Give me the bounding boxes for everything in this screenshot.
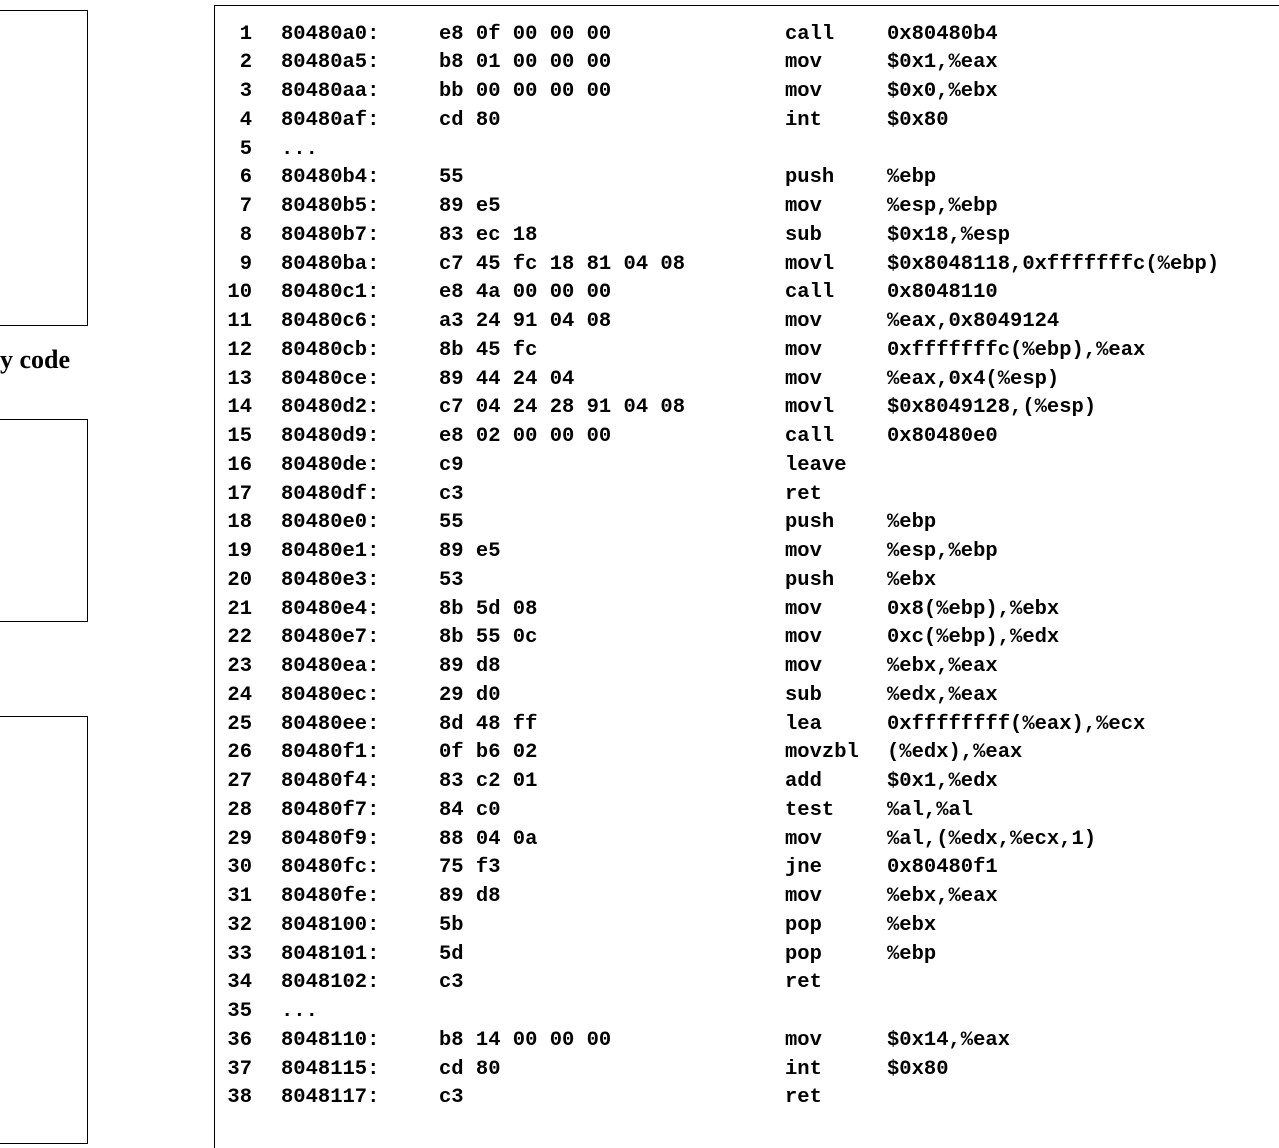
operands: 0x80480f1 — [887, 856, 998, 880]
line-number: 34 — [227, 971, 252, 995]
operands: $0x80 — [887, 1057, 949, 1081]
mnemonic: mov — [785, 626, 822, 650]
mnemonic: lea — [785, 712, 822, 736]
listing-row — [215, 250, 1279, 279]
line-number: 9 — [239, 252, 252, 276]
machine-bytes: 89 44 24 04 — [439, 367, 575, 391]
machine-bytes: 29 d0 — [439, 683, 501, 707]
left-panel-box-bottom — [0, 716, 88, 1144]
line-number: 28 — [227, 798, 252, 822]
line-number: 33 — [227, 942, 252, 966]
address: 80480fe: — [281, 885, 380, 908]
machine-bytes: bb 00 00 00 00 — [439, 80, 612, 103]
listing-row — [215, 77, 1279, 106]
operands: %esp,%ebp — [887, 195, 998, 218]
mnemonic: ret — [785, 482, 822, 506]
machine-bytes: 89 d8 — [439, 885, 501, 908]
mnemonic: movl — [785, 396, 835, 420]
listing-row — [215, 192, 1279, 221]
machine-bytes: a3 24 91 04 08 — [439, 310, 612, 333]
line-number: 14 — [227, 396, 252, 420]
operands: %al,(%edx,%ecx,1) — [887, 827, 1097, 851]
operands: %ebp — [887, 511, 937, 535]
address: 8048102: — [281, 971, 380, 995]
operands: $0x1,%edx — [887, 770, 998, 793]
listing-row — [215, 738, 1279, 767]
mnemonic: pop — [785, 913, 822, 937]
operands: 0x80480e0 — [887, 425, 998, 448]
machine-bytes: cd 80 — [439, 1057, 501, 1081]
operands: $0x14,%eax — [887, 1028, 1011, 1052]
operands: %edx,%eax — [887, 683, 998, 707]
line-number: 26 — [227, 741, 252, 765]
operands: $0x18,%esp — [887, 223, 1011, 247]
mnemonic: call — [785, 22, 835, 46]
machine-bytes: 75 f3 — [439, 856, 501, 880]
line-number: 37 — [227, 1057, 252, 1081]
listing-row — [215, 537, 1279, 566]
listing-row — [215, 767, 1279, 796]
listing-row — [215, 221, 1279, 250]
listing-row — [215, 508, 1279, 537]
mnemonic: mov — [785, 827, 822, 851]
listing-row — [215, 451, 1279, 480]
machine-bytes: 89 d8 — [439, 655, 501, 678]
machine-bytes: 84 c0 — [439, 798, 501, 822]
address: 80480ce: — [281, 367, 380, 391]
listing-row — [215, 796, 1279, 825]
address: 80480cb: — [281, 338, 380, 362]
listing-row — [215, 911, 1279, 940]
machine-bytes: 5d — [439, 942, 464, 966]
mnemonic: sub — [785, 683, 822, 707]
line-number: 7 — [239, 195, 252, 218]
address: 80480df: — [281, 482, 380, 506]
address: 80480e7: — [281, 626, 380, 650]
address: 80480d9: — [281, 425, 380, 448]
machine-bytes: cd 80 — [439, 108, 501, 132]
side-caption: y code — [0, 345, 71, 374]
line-number: 3 — [239, 80, 252, 103]
machine-bytes: 53 — [439, 568, 464, 592]
address: 80480e4: — [281, 597, 380, 621]
line-number: 38 — [227, 1086, 252, 1110]
address: 80480ec: — [281, 683, 380, 707]
line-number: 5 — [239, 137, 252, 161]
operands: 0x8(%ebp),%ebx — [887, 597, 1060, 621]
address: 80480af: — [281, 108, 380, 132]
operands: $0x1,%eax — [887, 51, 998, 75]
operands: $0x0,%ebx — [887, 80, 998, 103]
listing-row — [215, 480, 1279, 509]
mnemonic: jne — [785, 856, 822, 880]
listing-row — [215, 968, 1279, 997]
left-panel-box-top — [0, 10, 88, 326]
operands: %ebx,%eax — [887, 655, 998, 678]
listing-row — [215, 882, 1279, 911]
line-number: 4 — [239, 108, 252, 132]
address: 8048117: — [281, 1086, 380, 1110]
mnemonic: sub — [785, 223, 822, 247]
address: 80480f7: — [281, 798, 380, 822]
operands: 0xffffffff(%eax),%ecx — [887, 712, 1146, 736]
address: 80480f4: — [281, 770, 380, 793]
machine-bytes: 0f b6 02 — [439, 741, 538, 765]
line-number: 24 — [227, 683, 252, 707]
operands: %eax,0x4(%esp) — [887, 367, 1060, 391]
listing-row — [215, 20, 1279, 49]
line-number: 13 — [227, 367, 252, 391]
mnemonic: call — [785, 281, 835, 305]
mnemonic: mov — [785, 80, 822, 103]
machine-bytes: 8d 48 ff — [439, 712, 538, 736]
line-number: 10 — [227, 281, 252, 305]
mnemonic: mov — [785, 885, 822, 908]
address: 80480ea: — [281, 655, 380, 678]
machine-bytes: c7 45 fc 18 81 04 08 — [439, 252, 686, 276]
machine-bytes: 8b 55 0c — [439, 626, 538, 650]
line-number: 11 — [227, 310, 252, 333]
listing-row — [215, 422, 1279, 451]
line-number: 29 — [227, 827, 252, 851]
line-number: 16 — [227, 453, 252, 477]
mnemonic: ret — [785, 971, 822, 995]
line-number: 15 — [227, 425, 252, 448]
address: 80480ba: — [281, 252, 380, 276]
address: 80480de: — [281, 453, 380, 477]
mnemonic: mov — [785, 655, 822, 678]
address: 80480a0: — [281, 22, 380, 46]
line-number: 19 — [227, 540, 252, 563]
machine-bytes: c7 04 24 28 91 04 08 — [439, 396, 686, 420]
listing-row — [215, 1083, 1279, 1112]
operands: 0xc(%ebp),%edx — [887, 626, 1060, 650]
machine-bytes: 8b 45 fc — [439, 338, 538, 362]
mnemonic: int — [785, 1057, 822, 1081]
mnemonic: ret — [785, 1086, 822, 1110]
listing-row — [215, 997, 1279, 1026]
listing-row — [215, 710, 1279, 739]
line-number: 22 — [227, 626, 252, 650]
mnemonic: leave — [785, 453, 847, 477]
listing-row — [215, 278, 1279, 307]
machine-bytes: e8 4a 00 00 00 — [439, 281, 612, 305]
listing-row — [215, 336, 1279, 365]
operands: 0x8048110 — [887, 281, 998, 305]
machine-bytes: b8 14 00 00 00 — [439, 1028, 612, 1052]
line-number: 20 — [227, 568, 252, 592]
mnemonic: mov — [785, 1028, 822, 1052]
mnemonic: push — [785, 511, 835, 535]
line-number: 21 — [227, 597, 252, 621]
machine-bytes: 89 e5 — [439, 540, 501, 563]
listing-row — [215, 595, 1279, 624]
machine-bytes: e8 0f 00 00 00 — [439, 22, 612, 46]
listing-row — [215, 940, 1279, 969]
mnemonic: add — [785, 770, 822, 793]
operands: %ebx — [887, 568, 937, 592]
address: ... — [281, 1000, 318, 1023]
line-number: 18 — [227, 511, 252, 535]
listing-row — [215, 163, 1279, 192]
mnemonic: mov — [785, 540, 822, 563]
operands: %ebp — [887, 166, 937, 190]
line-number: 25 — [227, 712, 252, 736]
mnemonic: movzbl — [785, 741, 859, 765]
address: 80480b5: — [281, 195, 380, 218]
mnemonic: movl — [785, 252, 835, 276]
listing-row — [215, 307, 1279, 336]
machine-bytes: c3 — [439, 1086, 464, 1110]
mnemonic: pop — [785, 942, 822, 966]
listing-row — [215, 48, 1279, 77]
mnemonic: mov — [785, 338, 822, 362]
machine-bytes: 55 — [439, 166, 464, 190]
mnemonic: push — [785, 568, 835, 592]
address: ... — [281, 137, 318, 161]
line-number: 35 — [227, 1000, 252, 1023]
mnemonic: mov — [785, 51, 822, 75]
mnemonic: mov — [785, 310, 822, 333]
address: 8048110: — [281, 1028, 380, 1052]
operands: %ebp — [887, 942, 937, 966]
mnemonic: int — [785, 108, 822, 132]
address: 80480d2: — [281, 396, 380, 420]
listing-row — [215, 1026, 1279, 1055]
mnemonic: push — [785, 166, 835, 190]
address: 8048101: — [281, 942, 380, 966]
operands: $0x8049128,(%esp) — [887, 396, 1097, 420]
operands: $0x8048118,0xfffffffc(%ebp) — [887, 252, 1220, 276]
machine-bytes: 83 ec 18 — [439, 223, 538, 247]
operands: %eax,0x8049124 — [887, 310, 1060, 333]
operands: 0xfffffffc(%ebp),%eax — [887, 338, 1146, 362]
listing-row — [215, 681, 1279, 710]
address: 80480c6: — [281, 310, 380, 333]
address: 80480e3: — [281, 568, 380, 592]
machine-bytes: 83 c2 01 — [439, 770, 538, 793]
operands: (%edx),%eax — [887, 741, 1023, 765]
machine-bytes: c9 — [439, 453, 464, 477]
line-number: 8 — [239, 223, 252, 247]
machine-bytes: 5b — [439, 913, 464, 937]
address: 80480a5: — [281, 51, 380, 75]
listing-row — [215, 365, 1279, 394]
machine-bytes: e8 02 00 00 00 — [439, 425, 612, 448]
address: 80480aa: — [281, 80, 380, 103]
operands: %ebx — [887, 913, 937, 937]
address: 80480b4: — [281, 166, 380, 190]
address: 80480b7: — [281, 223, 380, 247]
mnemonic: mov — [785, 195, 822, 218]
machine-bytes: c3 — [439, 971, 464, 995]
listing-row — [215, 825, 1279, 854]
machine-bytes: 8b 5d 08 — [439, 597, 538, 621]
line-number: 30 — [227, 856, 252, 880]
mnemonic: call — [785, 425, 835, 448]
listing-row — [215, 135, 1279, 164]
mnemonic: mov — [785, 367, 822, 391]
mnemonic: test — [785, 798, 835, 822]
address: 80480ee: — [281, 712, 380, 736]
operands: %al,%al — [887, 798, 974, 822]
machine-bytes: c3 — [439, 482, 464, 506]
address: 8048100: — [281, 913, 380, 937]
operands: $0x80 — [887, 108, 949, 132]
listing-row — [215, 393, 1279, 422]
line-number: 36 — [227, 1028, 252, 1052]
machine-bytes: 55 — [439, 511, 464, 535]
address: 80480f1: — [281, 741, 380, 765]
listing-row — [215, 652, 1279, 681]
disassembly-listing-frame — [214, 5, 1279, 1148]
line-number: 6 — [239, 166, 252, 190]
listing-row — [215, 106, 1279, 135]
operands: 0x80480b4 — [887, 22, 998, 46]
line-number: 12 — [227, 338, 252, 362]
machine-bytes: 89 e5 — [439, 195, 501, 218]
address: 80480f9: — [281, 827, 380, 851]
left-panel-box-middle — [0, 419, 88, 622]
address: 8048115: — [281, 1057, 380, 1081]
line-number: 1 — [239, 22, 252, 46]
listing-row — [215, 853, 1279, 882]
line-number: 31 — [227, 885, 252, 908]
address: 80480c1: — [281, 281, 380, 305]
address: 80480e1: — [281, 540, 380, 563]
listing-row — [215, 1055, 1279, 1084]
machine-bytes: 88 04 0a — [439, 827, 538, 851]
mnemonic: mov — [785, 597, 822, 621]
address: 80480fc: — [281, 856, 380, 880]
listing-row — [215, 623, 1279, 652]
line-number: 32 — [227, 913, 252, 937]
operands: %ebx,%eax — [887, 885, 998, 908]
address: 80480e0: — [281, 511, 380, 535]
line-number: 27 — [227, 770, 252, 793]
listing-row — [215, 566, 1279, 595]
line-number: 2 — [239, 51, 252, 75]
line-number: 17 — [227, 482, 252, 506]
machine-bytes: b8 01 00 00 00 — [439, 51, 612, 75]
line-number: 23 — [227, 655, 252, 678]
operands: %esp,%ebp — [887, 540, 998, 563]
